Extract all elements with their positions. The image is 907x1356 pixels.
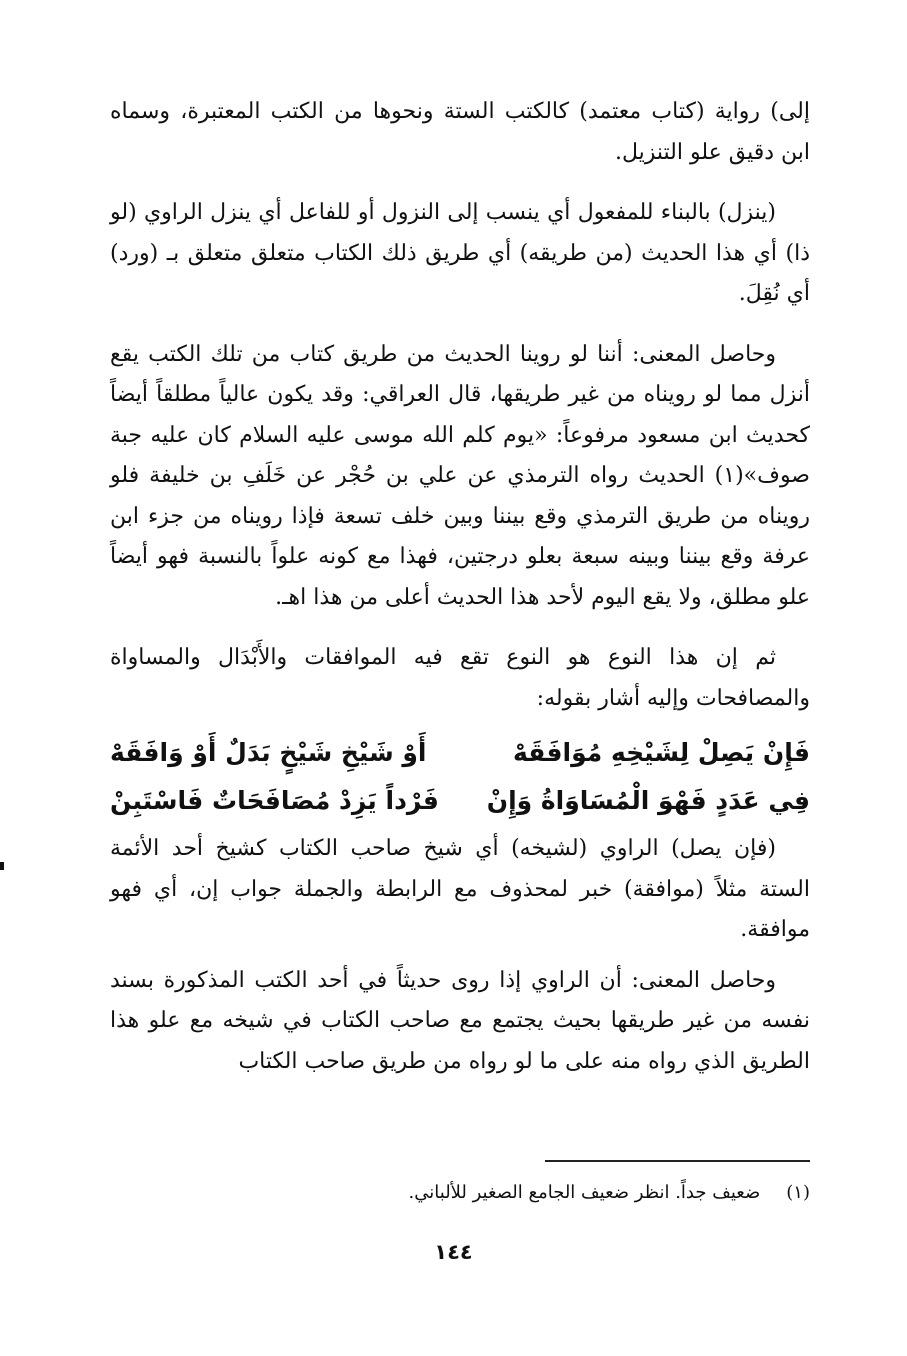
paragraph-5: (فإن يصل) الراوي (لشيخه) أي شيخ صاحب الكتاب كشيخ أحد الأئمة الستة مثلاً (موافقة) خبر لمحذوف مع الرابطة والجملة جواب إن، أي فهو موافقة. bbox=[110, 836, 810, 942]
paragraph-1: إلى) رواية (كتاب معتمد) كالكتب الستة ونحوها من الكتب المعتبرة، وسماه ابن دقيق علو التنزيل. bbox=[110, 99, 810, 165]
verse-1-second-hemistich: أَوْ شَيْخِ شَيْخٍ بَدَلٌ أَوْ وَافَقَهْ bbox=[110, 738, 427, 767]
paragraph-3: وحاصل المعنى: أننا لو روينا الحديث من طريق كتاب من تلك الكتب يقع أنزل مما لو رويناه من غير طريقها، قال العراقي: وقد يكون عالياً مطلقاً أيضاً كحديث ابن مسعود مرفوعاً: «يوم كلم الله موسى عليه السلام كان عليه جبة صوف»(١) الحديث رواه الترمذي عن علي بن حُجْر عن خَلَفِ بن خليفة فلو رويناه من طريق الترمذي وقع بيننا وبين خلف تسعة فإذا رويناه من جزء ابن عرفة وقع بيننا وبينه سبعة بعلو درجتين، فهذا مع كونه علواً بالنسبة فهو أيضاً علو مطلق، ولا يقع اليوم لأحد هذا الحديث أعلى من هذا اهـ. bbox=[110, 341, 810, 610]
footnote-mark: (١) bbox=[786, 1182, 810, 1203]
poem bbox=[110, 729, 810, 825]
footnote-text: ضعيف جداً. انظر ضعيف الجامع الصغير للألباني. bbox=[408, 1182, 761, 1203]
page-number: ١٤٤ bbox=[434, 1240, 473, 1264]
verse-2-second-hemistich: فَرْداً يَزِدْ مُصَافَحَاتٌ فَاسْتَبِنْ bbox=[110, 786, 439, 815]
paragraph-2: (ينزل) بالبناء للمفعول أي ينسب إلى النزول أو للفاعل أي ينزل الراوي (لو ذا) أي هذا الحديث (من طريقه) أي طريق ذلك الكتاب متعلق متعلق بـ (ورد) أي نُقِلَ. bbox=[110, 200, 810, 306]
paragraph-4: ثم إن هذا النوع هو النوع تقع فيه الموافقات والأَبْدَال والمساواة والمصافحات وإليه أشار بقوله: bbox=[110, 645, 810, 711]
footnote-separator bbox=[545, 1160, 810, 1162]
paragraph-6: وحاصل المعنى: أن الراوي إذا روى حديثاً في أحد الكتب المذكورة بسند نفسه من غير طريقها بحيث يجتمع مع صاحب الكتاب في شيخه مع علو هذا الطريق الذي رواه منه على ما لو رواه من طريق صاحب الكتاب bbox=[110, 967, 810, 1074]
page-body bbox=[110, 92, 810, 1102]
margin-mark bbox=[0, 862, 4, 870]
footnote bbox=[200, 1178, 810, 1208]
poem-verse-2 bbox=[110, 777, 810, 825]
verse-1-first-hemistich: فَإِنْ يَصِلْ لِشَيْخِهِ مُوَافَقَهْ bbox=[513, 738, 810, 767]
verse-2-first-hemistich: فِي عَدَدٍ فَهْوَ الْمُسَاوَاةُ وَإِنْ bbox=[486, 786, 810, 815]
poem-verse-1 bbox=[110, 729, 810, 777]
